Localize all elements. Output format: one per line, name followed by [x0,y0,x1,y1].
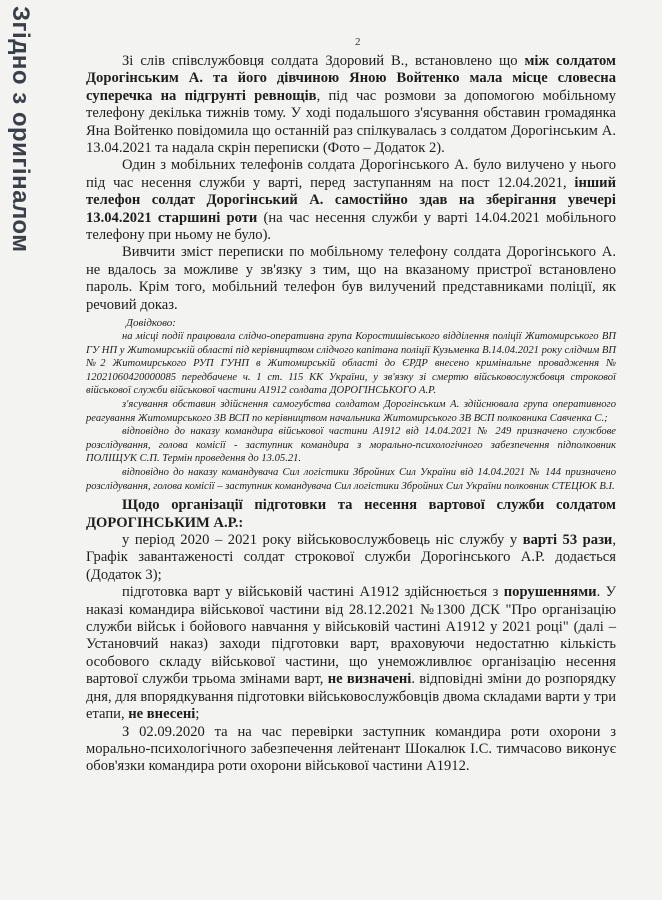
note-2: з'ясування обставин здійснення самогубства солдатом Дорогінським А. здійснювала група оперативного реагування Житомирського ЗВ ВСП по керівництвом начальника Житомирського ЗВ ВСП полковника Савченка С.; [86,399,616,424]
p5-bold-2: не визначені [327,671,412,688]
page-number: 2 [355,36,361,48]
p1-bold: між солдатом Дорогінським А. та його дівчиною Яною Войтенко мала місце словесна суперечка на підгрунті ревнощів [86,53,617,104]
paragraph-1 [86,53,616,157]
paragraph-5 [86,584,616,723]
note-label: Довідково: [126,317,176,330]
paragraph-2 [86,157,616,244]
note-4: відповідно до наказу командувача Сил логістики Збройних Сил України від 14.04.2021 № 144 призначено розслідування, голова комісії – заступник командувача Сил логістики Збройних Сил України полковник СТЕЦЮК В.І. [86,467,616,492]
paragraph-4 [86,532,616,584]
paragraph-3: Вивчити зміст переписки по мобільному телефону солдата Дорогінського А. не вдалось за можливе у зв'язку з тим, що на вказаному пристрої встановлено пароль. Крім того, мобільний телефон був вилучений представниками поліції, як речовий доказ. [86,244,616,313]
note-1: на місці події працювала слідчо-оперативна група Коростишівського відділення поліції Житомирського ВП ГУ НП у Житомирській області під керівництвом слідчого капітана поліції Кузьменка В.14.04.2021 року слідчим ВП №2 Житомирського РУП ГУНП в Житомирській області до ЄРДР внесено кримінальне провадження № 12021060420000085 передбачене ч. 1 ст. 115 КК України, у зв'язку зі смертю військовослужбовця строкової військової служби військової частини А1912 солдата ДОРОГІНСЬКОГО А.Р. [86,331,616,397]
p5-bold-1: порушеннями [503,584,597,601]
p5-text-g: ; [195,706,200,723]
p4-text-c: , Графік завантаженості солдат строкової служби Дорогінського А.Р. додається (Додаток 3); [86,532,616,583]
note-3: відповідно до наказу командира військової частини А1912 від 14.04.2021 № 249 призначено службове розслідування, голова комісії - заступник командира з морально-психологічного забезпечення підполковник ПОЛІЩУК С.П. Термін проведення до 13.05.21. [86,426,616,465]
certification-stamp: Згідно з оригіналом [7,6,34,253]
p2-bold: інший телефон солдат Дорогінський А. самостійно здав на зберігання увечері 13.04.2021 старшині роти [86,174,616,226]
p2-text-a: Один з мобільних телефонів солдата Дорогінського А. було вилучено у нього під час несення служби у варті, перед заступанням на пост 12.04.2021, [86,157,616,191]
document-body [86,53,616,776]
p5-text-e: . відповідні зміни до розпорядку дня, для впорядкування підготовки військовослужбовців двома складами варти у три етапи, [86,671,616,723]
p4-text-a: у період 2020 – 2021 року військовослужбовець ніс службу у [122,532,523,549]
p1-text-a: Зі слів співслужбовця солдата Здоровий В., встановлено що [122,53,525,69]
p5-text-c: . У наказі командира військової частини від 28.12.2021 №1300 ДСК "Про організацію служби військ і бойового навчання у військовій частині А1912 у 2021 році" (далі – Установчий наказ) заходи підготовки варт, враховуючи недостатню кількість особового складу військової частини, що унеможливлює організацію несення вартової служби трьома змінами варт, [86,584,616,688]
p1-text-c: , під час розмови за допомогою мобільному телефону декілька тижнів тому. У ході подальшого з'ясування обставин громадянка Яна Войтенко повідомила що останній раз спілкувалась з солдатом Дорогінським А. 13.04.2021 та надала скрін переписки (Фото – Додаток 2). [86,87,616,157]
section-heading: Щодо організації підготовки та несення вартової служби солдатом ДОРОГІНСЬКИМ А.Р.: [86,497,616,531]
paragraph-6: З 02.09.2020 та на час перевірки заступник командира роти охорони з морально-психологічного забезпечення лейтенант Шокалюк І.С. тимчасово виконує обов'язки командира роти охорони військової частини А1912. [86,723,616,775]
p2-text-c: (на час несення служби у варті 14.04.2021 мобільного телефону при ньому не було). [86,209,616,244]
p5-text-a: підготовка варт у військовій частині А1912 здійснюється з [122,584,504,601]
p4-bold: варті 53 рази [522,532,613,549]
p5-bold-3: не внесені [128,706,196,723]
